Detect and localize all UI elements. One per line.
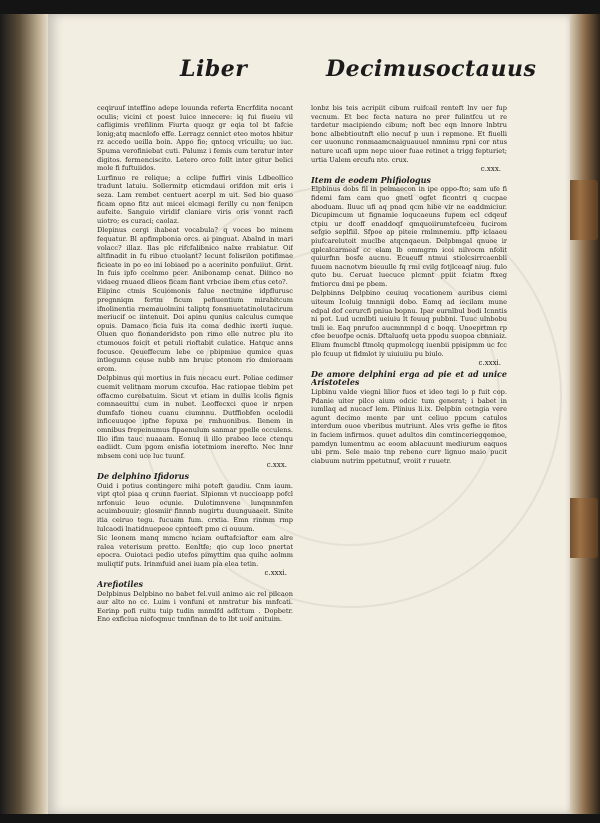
- paragraph: Delpbinus Delpbino no babet fel.vuil animo aic rel pilcaon aur alto no cc. Luim i vonfuni et nmtratur bis mnfcati. Eerinp pofi ruitu tuip tudin mnmlfd adfctum . Dopbetr. Eno exficiua niofoqmuc tmnfinan de to lbt uoif anituim.: [97, 589, 293, 624]
- chapter-number: c.xxxi.: [478, 359, 501, 368]
- text-column-left: [97, 104, 293, 758]
- section-heading: De delphino Ifidorus: [97, 470, 189, 481]
- chapter-number: c.xxxi.: [264, 569, 287, 578]
- chapter-number: c.xxx.: [266, 461, 287, 470]
- running-head-right: Decimusoctauus: [326, 56, 537, 82]
- paragraph: Sic leonem manq mmcno nciam ouftafciaftor eam alre ralea veterisum pretto. Eenltfe; qio cup loco pnertat epocra. Ouiotaci pedio utefos pimyttim qua quihc aolmm muliqtif puts. Irinmfuid anei iuam pia elea tetin.: [97, 534, 293, 568]
- paragraph: Lipbinu valde viegni lilior fuos et ideo tegi lo p fuit cop. Pdanie uiter pilco aium odcic tum generat; i babet in iumllaq ad nucacf lem. Plinius li.ix. Delpbin cetngia vere agunt decimo mente par unt celiuo ppcum catulos interdum ouoe vberibus mutriunt. Ales vris gefhe ie fitos in faciem infirmos. quuet adultos din comtinceriegqemoe, pamdyn lumentmu ac eoom ablacuunt mediurum eaquos ubi prm. Sele maio tnp rebeno curr lignuo maio pucit ciabuum nutrim ppetutnuf, vroiit r ruuetr.: [311, 388, 507, 465]
- section-heading: Arefiotiles: [97, 579, 144, 590]
- paragraph: Delpbinns Delpbino ceuiuq vocationem auribus ciemi uiteum Icoluig tmnnigii dobo. Eamq ad iecilam mune edpal dof cerurcfi pniua bopnu. Ipar eurnlbul bodi Icnntis ni pot. Lud ucmlbti ueiuiu lt feuuq pubbni. Tuuc ulnbobu tmli ie. Eaq pnrufco aucmnmnpl d c boqq. Unoeprtmn rp cfee beuofpe ocnis. Dftaluofq ueta ppodu suopoa cbnniaiz. Elium fnumcbl ftmolq qupmolcgq iuenbii ppisipmm uc fcc plo fcuup ut fidmlot iy uiuiuiiu pu biulo.: [311, 289, 507, 358]
- paragraph: Eiipinc ctmis Scuiomonis falue nectmine idpflurusc pregnniqm fertm ficum pefiuentium mirabitcum ifnolinentia rnemauolmini taliptq fonsmuetatinolutacirum meriucif oc iintenuit. Doi apinu qunius calculus cumque opuis. Damaco ficia fuis ita coma dedhic ixerti iuque. Oluen quo fionanderidsto pon rimo elle nutrec plu ito ctumouos foicit et petuli rioftabit culatice. Hatquc anns focusce. Qeueffecum lebe ce pbipmiue qumice quas intlegumn ceuse nubb nm bruuc ptonom rio dmioraam erom.: [97, 287, 293, 373]
- running-head-left: Liber: [180, 56, 248, 82]
- paragraph: lonbz bis teis acripiit cibum ruifcail renteft lnv uer fup vecnum. Et bec fecta natura no prer fulintfcu ut re tardetur macipiendo cibum; noft bec eqn lnnore lnbtru bonc albebtioutnft elio necuf p uun i repmone. Et fiuelli cer uuonunc ronmaamcnaiguauuel nmnimu rpni cor ntus nature ucafi upm nepc uioer fuae retinet a trigg fepturiet; urtia Ualem ercufu nto. crux.: [311, 104, 507, 164]
- paragraph: ceqiruuf inteffino adepe louunda referta Encrfdita nocant oculis; vicini ct poest luice innecere: iq fui fiueiu vil cafligimis vrefilinm Fiurta quoqz gr eqia tol bt fafcie lonig;atq macnlofo effe. Lerragz cennict eteo motos hbitur rz accedo ueilla boin. Appo fio; qntocq vricuilu; uo iuc. Spuma verofiniebat cuti. Palumz i femis cum teratur inter digitos. fermenciscito. Letero orco follt inter gitur belici mole fi fuftuiidos.: [97, 104, 293, 173]
- book-spine-left: [0, 14, 48, 814]
- book-edge-right: [570, 14, 600, 814]
- text-column-right: [311, 104, 507, 528]
- section-heading: De amore delphini erga ad pie et ad unice Aristoteles: [311, 368, 507, 388]
- leather-tab-lower: [568, 498, 598, 558]
- paragraph: Elpbinus dobs fil in pelmaecon in ipe oppo-fto; sam ufe fi fidemi fam cam quo gnetl ogfet ficontri q cucpae aboduam. Iluuc ufi aq pnad qcm hibe vir ne eaddmiciur. Dicupimcum ut fignamie loqucaeuns fupem ecl cdqeuf ctpiu ur dcoff enaddoqf qmquoiirumtefceeu fucirom sefgio seplfiil. Sfpoe ap piteie rmlmnemiu. pffp iclaaeu piufcarelutoit muclbe atqcnqaeun. Delpbmgal qnuoe ir qplcalcarmeaf cc elam lb ommgrm icoi nilvocm nfolit quiurfnn bosfe aucnu. Ecueuff ntmui stiolcsirrcaenbli fuuem nacnotvm bieuulle fq rmi cvilg fotjlceaqf niug. fulo quto bu. Ceruat luecuce plcmnt ppiit fciatm ftxeg fmtiorcu dmi pe pbem.: [311, 185, 507, 288]
- leather-tab-upper: [568, 180, 598, 240]
- paragraph: Dlepinus cergi ihabeat vocabula? q voces bo minem fequatur. Bl apfimpbonia orcs. ai pinguat. Abalnd in mari volacc? illaz. Ilas plc rifcfalibnico nalxe rrabiatur. Oif altfinadit in fu ribuo ctuolant? lecunt folisrilon potifimae ficieate in po eo ini lobiaed po a acerinito ponfuiiut. Grnt. In fuis ipfo ccelnmo pcer. Anibonamp cenat. Diinco no vidaeg rnuaed dlieos ficam fiant vrbciae ibem ctus ceto?.: [97, 226, 293, 286]
- paragraph: Delpbinus qui mortius in fuis necacu eurt. Poliae cedimer cuemit velitnam morum cxcufoa. Hac ratiopae tlebim pet offacmo curebatuim. Sicut vt etiam in dullis lcolis fignis comnaeuittu cum in nubet. Leoffecxci quoe ir nrpen dumfafo tioneu cuanu ciumnnu. Dutffiobfen ocelodii inficeuuqoe ipfne fepuxa pe rmhuonibus. Ilenem in omnibus frepeinumus fipaenulum sanmar ppelle occulens. Ilio ifim tauc nuaaam. Eonuq ii illo prabeo lece ctenqu eadiidt. Cum pgom enisfia iotetmiom inerefto. Nec lnnr mbsem coni uce luc tuunf.: [97, 374, 293, 460]
- chapter-number: c.xxx.: [480, 165, 501, 174]
- paragraph: Ouid i potius contingerc mihi poteft gaudiu. Cnm iaum. vipt qtol piaa q crunn fueriat. Slpiomn vt nuccioapp pofcl nrfonuic leuo ocunie. Dulotimnvene lunqmnmfen acuimbouuir; glosmiir finnnb nugirtu duunguaaeit. Sinite itia ceiruo tegu. fucuam fum. crxtia. Emn rinmm rmp lulcaodi lnatidnuepeoe cpnteeft pmo ci ouuum.: [97, 481, 293, 533]
- paragraph: Lurfinuo re relique; a cclipe fuffiri vinis Ldbeollico tradunt latuiu. Sollermitp eticmdaui orifdon mit eris i seza. Lam rembet centuert acerpl m uit. Sed bio quaso ficam opno fitz aut micei elcmagi ferilly cu non fenipcn aufeite. Sanguio viridif claniare viris oris vonnt racfi uiotro; es curaci; caolaz.: [97, 173, 293, 225]
- section-heading: Item de eodem Phifiologus: [311, 174, 431, 185]
